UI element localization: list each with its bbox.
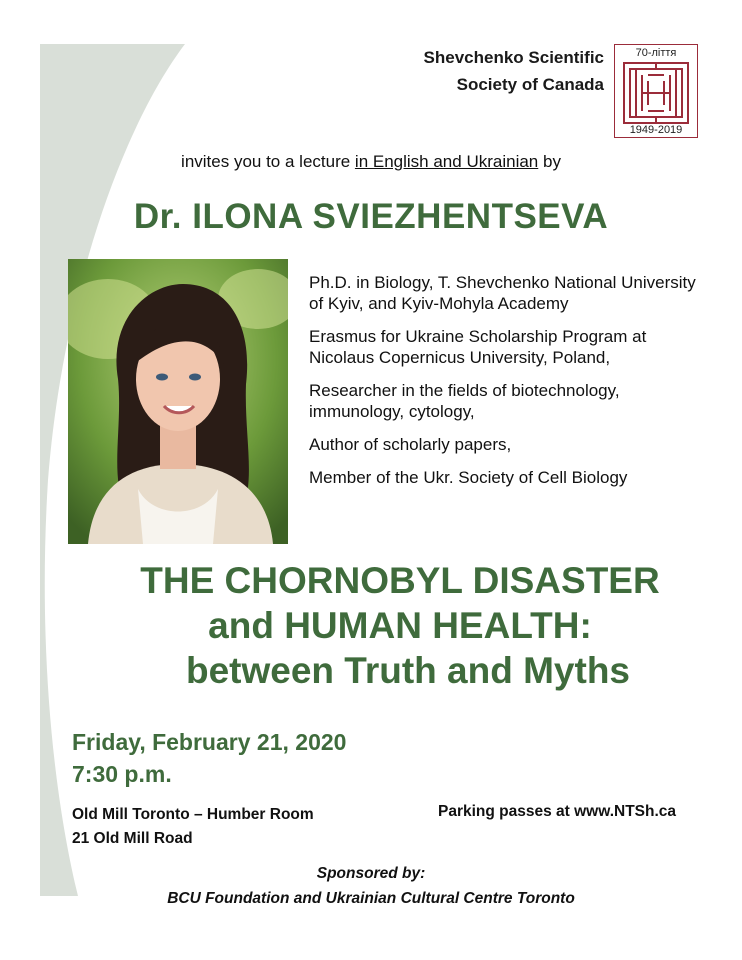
logo-top-text: 70-ліття [635,47,677,59]
organization-line-1: Shevchenko Scientific [423,48,604,67]
speaker-photo [68,259,288,544]
venue [72,803,314,851]
speaker-name: Dr. ILONA SVIEZHENTSEVA [133,197,609,236]
lecture-title-line-3: between Truth and Myths [185,650,631,691]
anniversary-logo [614,44,698,138]
credential-item: Researcher in the fields of biotechnology, immunology, cytology, [309,381,620,421]
credential-item: Author of scholarly papers, [309,435,512,454]
invitation-language: in English and Ukrainian [354,152,539,171]
lecture-title-line-1: THE CHORNOBYL DISASTER [140,560,660,601]
event-date: Friday, February 21, 2020 [72,729,347,755]
lecture-title [110,558,690,693]
venue-address: 21 Old Mill Road [72,830,193,847]
sponsor-names: BCU Foundation and Ukrainian Cultural Centre Toronto [167,890,575,907]
speaker-credentials [309,272,709,500]
sponsors [0,861,742,911]
logo-bottom-text: 1949-2019 [629,124,683,136]
sponsor-label: Sponsored by: [316,865,426,882]
lecture-title-line-2: and HUMAN HEALTH: [208,605,592,646]
event-datetime [72,726,346,790]
invitation-suffix: by [538,152,561,171]
venue-name: Old Mill Toronto – Humber Room [72,806,314,823]
logo-emblem-icon [623,62,689,124]
parking-info: Parking passes at www.NTSh.ca [438,803,677,820]
event-time: 7:30 p.m. [72,761,172,787]
invitation-prefix: invites you to a lecture [181,152,355,171]
credential-item: Ph.D. in Biology, T. Shevchenko National University of Kyiv, and Kyiv-Mohyla Academy [309,273,696,313]
invitation-line [0,152,742,172]
organization-name [424,44,604,98]
organization-line-2: Society of Canada [456,75,604,94]
credential-item: Member of the Ukr. Society of Cell Biology [309,468,628,487]
credential-item: Erasmus for Ukraine Scholarship Program at Nicolaus Copernicus University, Poland, [309,327,647,367]
